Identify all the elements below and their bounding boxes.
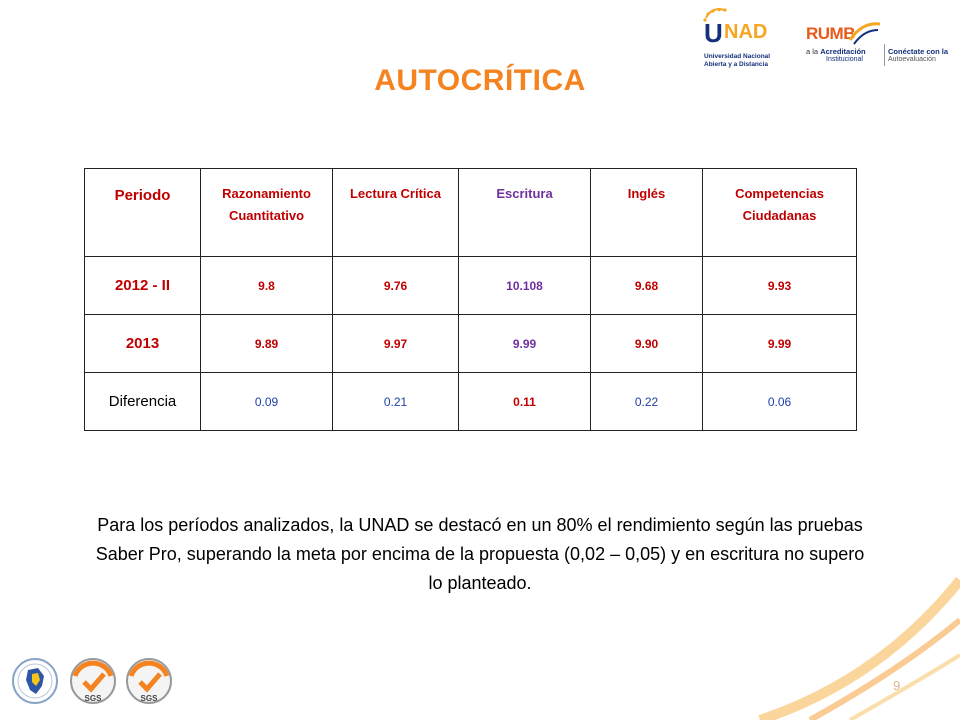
table-cell: 0.22 [591, 373, 703, 431]
header-ingles: Inglés [591, 169, 703, 257]
header-escritura: Escritura [459, 169, 591, 257]
header-razonamiento: Razonamiento Cuantitativo [201, 169, 333, 257]
table-cell: 0.09 [201, 373, 333, 431]
rumbo-right-line2: Autoevaluación [888, 56, 936, 63]
summary-paragraph: Para los períodos analizados, la UNAD se destacó en un 80% el rendimiento según las pruebas Saber Pro, superando la meta por encima de la propuesta (0,02 – 0,05) y en escritura no supero lo planteado. [95, 515, 865, 593]
unad-logo-icon [702, 8, 776, 44]
table-cell: 9.99 [459, 315, 591, 373]
colombia-seal-icon [10, 656, 60, 706]
table-row [85, 257, 857, 315]
table-header-row [85, 169, 857, 257]
table-cell: 0.21 [333, 373, 459, 431]
table-row [85, 373, 857, 431]
rumbo-line1: a la Acreditación [806, 47, 866, 56]
unad-logo [702, 8, 780, 72]
table-cell: 9.76 [333, 257, 459, 315]
decorative-swirl-icon [700, 560, 960, 720]
table-cell: 9.68 [591, 257, 703, 315]
table-row [85, 315, 857, 373]
sgs-certification-icon [68, 656, 118, 706]
svg-text:U: U [704, 18, 723, 44]
header-lectura: Lectura Crítica [333, 169, 459, 257]
table-cell: 9.8 [201, 257, 333, 315]
svg-text:NAD: NAD [724, 21, 768, 43]
header-periodo: Periodo [85, 169, 201, 257]
table-cell: 9.97 [333, 315, 459, 373]
table-cell: 9.90 [591, 315, 703, 373]
unad-logo-line1: Universidad Nacional [704, 53, 771, 60]
header-competencias: Competencias Ciudadanas [703, 169, 857, 257]
page-number: 9 [893, 678, 901, 693]
table-cell: 9.93 [703, 257, 857, 315]
table-cell: 0.11 [459, 373, 591, 431]
rumbo-word: RUMB [806, 24, 855, 43]
table-cell: 9.89 [201, 315, 333, 373]
row-label: 2012 - II [85, 257, 201, 315]
sgs-certification-icon [124, 656, 174, 706]
rumbo-swoosh-icon [848, 20, 882, 46]
svg-text:SGS: SGS [140, 694, 158, 703]
row-label: Diferencia [85, 373, 201, 431]
unad-logo-line2: Abierta y a Distancia [704, 61, 768, 68]
rumbo-right-line1: Conéctate con la [888, 47, 949, 56]
table-cell: 0.06 [703, 373, 857, 431]
results-table [84, 168, 857, 431]
svg-text:SGS: SGS [84, 694, 102, 703]
rumbo-line2: Institucional [826, 56, 863, 63]
row-label: 2013 [85, 315, 201, 373]
table-cell: 9.99 [703, 315, 857, 373]
logo-divider [884, 44, 885, 66]
rumbo-acreditacion-logo [804, 20, 954, 68]
slide-title: AUTOCRÍTICA [374, 64, 586, 97]
table-cell: 10.108 [459, 257, 591, 315]
